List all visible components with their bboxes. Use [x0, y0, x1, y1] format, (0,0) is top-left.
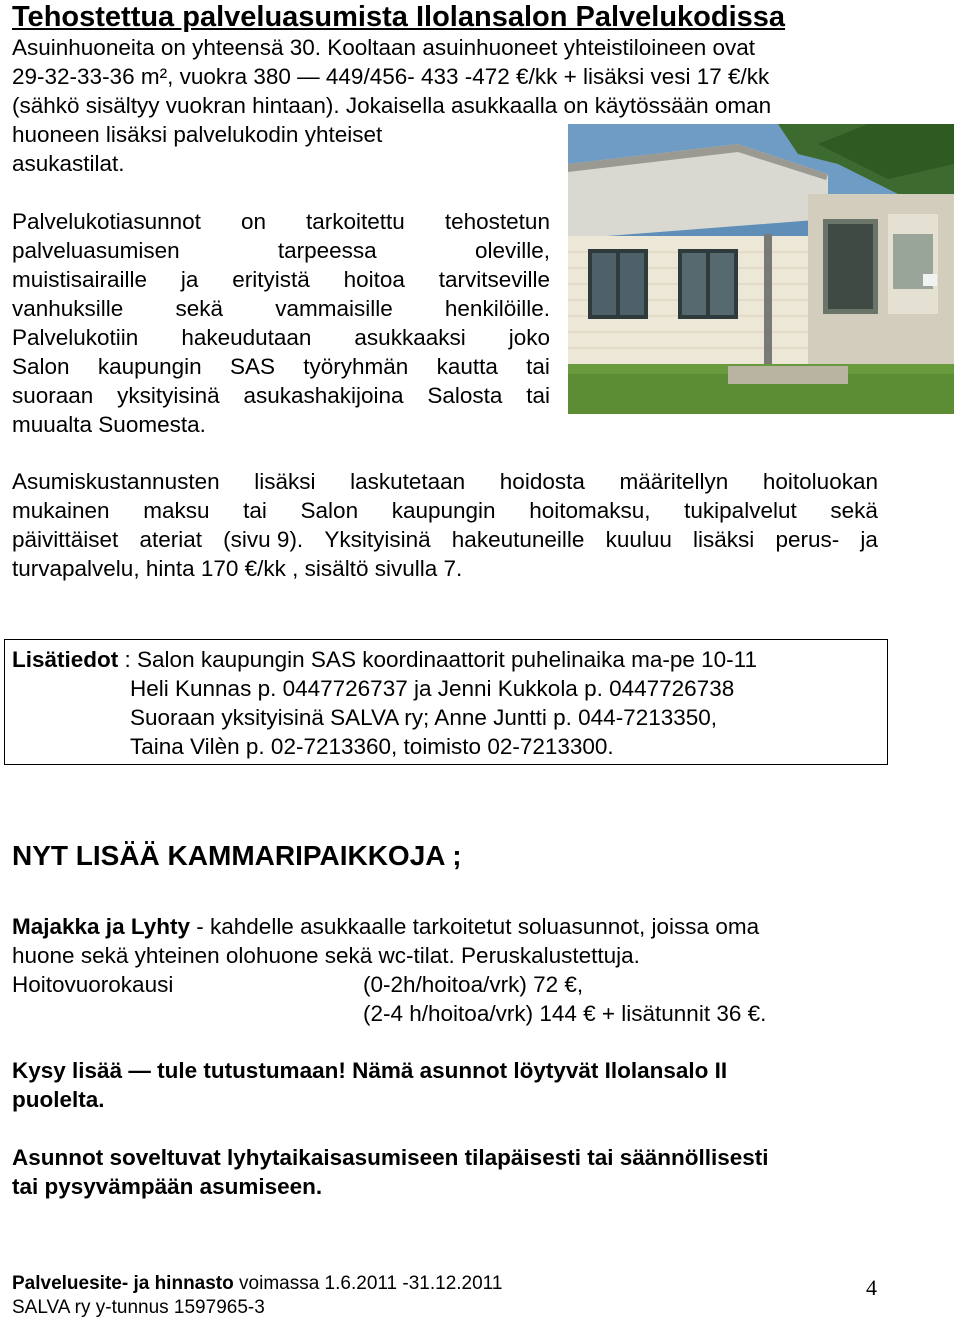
word: erityistä	[232, 267, 310, 292]
purpose-line	[12, 352, 550, 381]
purpose-line: muualta Suomesta.	[12, 412, 206, 437]
intro-line: asukastilat.	[12, 151, 125, 176]
purpose-line	[12, 381, 550, 410]
word: palveluasumisen	[12, 238, 180, 263]
word: suoraan	[12, 383, 94, 408]
purpose-line	[12, 294, 550, 323]
footer-validity: voimassa 1.6.2011 -31.12.2011	[233, 1273, 503, 1294]
word: on	[240, 209, 266, 234]
word: mukainen	[12, 498, 110, 523]
word: kuuluu	[605, 527, 672, 552]
building-photo	[568, 124, 954, 414]
info-line: Taina Vilèn p. 02-7213360, toimisto 02-7213300.	[130, 734, 614, 759]
word: lisäksi	[254, 469, 316, 494]
word: vammaisille	[275, 296, 393, 321]
suitability-line: tai pysyvämpään asumiseen.	[12, 1174, 323, 1199]
word: sekä	[175, 296, 224, 321]
care-label: Hoitovuorokausi	[12, 972, 174, 997]
word: Salon	[300, 498, 359, 523]
word: tarpeessa	[277, 238, 377, 263]
chamber-line	[12, 912, 759, 941]
word: perus-	[775, 527, 840, 552]
word: tai	[243, 498, 267, 523]
word: vanhuksille	[12, 296, 124, 321]
costs-line	[12, 467, 878, 496]
cta-line: Kysy lisää — tule tutustumaan! Nämä asunnot löytyvät Ilolansalo II	[12, 1058, 728, 1083]
word: maksu	[143, 498, 210, 523]
word: laskutetaan	[350, 469, 466, 494]
word: SAS	[229, 354, 275, 379]
purpose-line	[12, 265, 550, 294]
page-number: 4	[866, 1275, 877, 1300]
word: ateriat	[139, 527, 203, 552]
word: tai	[526, 383, 550, 408]
costs-line: turvapalvelu, hinta 170 €/kk , sisältö sivulla 7.	[12, 556, 463, 581]
word: tehostetun	[444, 209, 550, 234]
word: tarkoitettu	[306, 209, 405, 234]
word: hoidosta	[499, 469, 585, 494]
word: asukashakijoina	[243, 383, 404, 408]
intro-line: huoneen lisäksi palvelukodin yhteiset	[12, 122, 383, 147]
intro-line: (sähkö sisältyy vuokran hintaan). Jokaisella asukkaalla on käytössään oman	[12, 93, 772, 118]
word: tukipalvelut	[684, 498, 797, 523]
care-price: (2-4 h/hoitoa/vrk) 144 € + lisätunnit 36 €.	[363, 1001, 767, 1026]
word: henkilöille.	[444, 296, 550, 321]
word: hakeutuneille	[451, 527, 585, 552]
page-title: Tehostettua palveluasumista Ilolansalon Palvelukodissa	[12, 1, 786, 33]
section-heading: NYT LISÄÄ KAMMARIPAIKKOJA ;	[12, 840, 462, 871]
word: (sivu 9).	[223, 527, 304, 552]
word: hoitoa	[343, 267, 405, 292]
info-line	[12, 645, 757, 674]
word: hoitoluokan	[762, 469, 878, 494]
cta-line: puolelta.	[12, 1087, 105, 1112]
chamber-desc: - kahdelle asukkaalle tarkoitetut soluasunnot, joissa oma	[190, 914, 760, 939]
info-text: Salon kaupungin SAS koordinaattorit puhelinaika ma-pe 10-11	[137, 647, 758, 672]
chamber-name: Majakka ja Lyhty	[12, 914, 191, 939]
footer-org: SALVA ry y-tunnus 1597965-3	[12, 1297, 265, 1318]
word: hoitomaksu,	[529, 498, 651, 523]
word: ja	[860, 527, 878, 552]
info-separator: :	[118, 647, 138, 672]
word: Salon	[12, 354, 70, 379]
purpose-line	[12, 236, 550, 265]
intro-line: 29-32-33-36 m², vuokra 380 — 449/456- 433 -472 €/kk + lisäksi vesi 17 €/kk	[12, 64, 770, 89]
care-price: (0-2h/hoitoa/vrk) 72 €,	[363, 972, 584, 997]
chamber-line: huone sekä yhteinen olohuone sekä wc-tilat. Peruskalustettuja.	[12, 943, 640, 968]
word: tarvitseville	[438, 267, 550, 292]
word: joko	[508, 325, 550, 350]
word: ja	[180, 267, 199, 292]
word: kaupungin	[97, 354, 202, 379]
word: asukkaaksi	[354, 325, 466, 350]
word: kautta	[436, 354, 498, 379]
word: muistisairaille	[12, 267, 148, 292]
info-line: Suoraan yksityisinä SALVA ry; Anne Juntti p. 044-7213350,	[130, 705, 718, 730]
word: Salosta	[427, 383, 503, 408]
footer-brochure: Palveluesite- ja hinnasto	[12, 1273, 234, 1294]
purpose-line	[12, 207, 550, 236]
purpose-line	[12, 323, 550, 352]
word: lisäksi	[693, 527, 755, 552]
word: Yksityisinä	[324, 527, 431, 552]
word: työryhmän	[303, 354, 409, 379]
word: Palvelukotiin	[12, 325, 139, 350]
intro-line: Asuinhuoneita on yhteensä 30. Kooltaan asuinhuoneet yhteistiloineen ovat	[12, 35, 756, 60]
costs-line	[12, 525, 878, 554]
costs-line	[12, 496, 878, 525]
word: sekä	[830, 498, 878, 523]
suitability-line: Asunnot soveltuvat lyhytaikaisasumiseen tilapäisesti tai säännöllisesti	[12, 1145, 769, 1170]
word: määritellyn	[619, 469, 729, 494]
word: hakeudutaan	[181, 325, 312, 350]
word: oleville,	[474, 238, 550, 263]
word: kaupungin	[391, 498, 496, 523]
word: tai	[526, 354, 550, 379]
word: päivittäiset	[12, 527, 119, 552]
word: Asumiskustannusten	[12, 469, 220, 494]
word: yksityisinä	[117, 383, 220, 408]
info-label: Lisätiedot	[12, 647, 119, 672]
info-line: Heli Kunnas p. 0447726737 ja Jenni Kukkola p. 0447726738	[130, 676, 735, 701]
footer-line	[12, 1272, 502, 1296]
word: Palvelukotiasunnot	[12, 209, 201, 234]
